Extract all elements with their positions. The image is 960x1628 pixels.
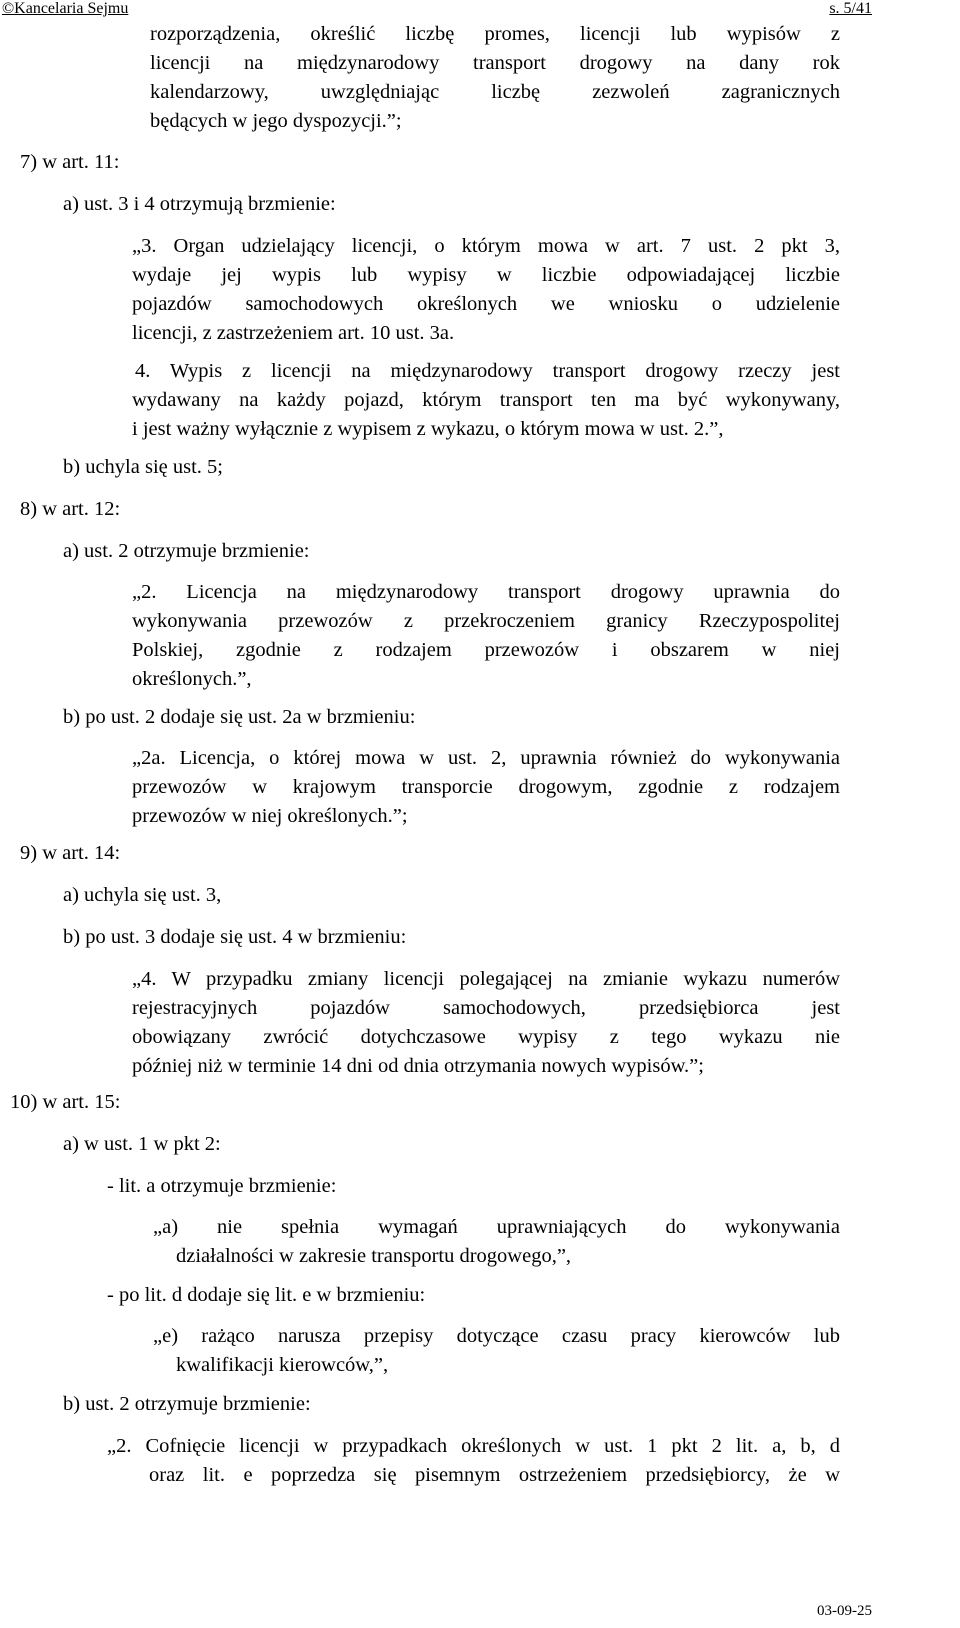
quote-lit-e	[153, 1324, 840, 1382]
text-line: „2a. Licencja, o której mowa w ust. 2, uprawnia również do wykonywania	[132, 747, 840, 769]
point-9-a: a) uchyla się ust. 3,	[63, 884, 222, 906]
text-line: wydawany na każdy pojazd, którym transport ten ma być wykonywany,	[132, 389, 840, 411]
point-9-b: b) po ust. 3 dodaje się ust. 4 w brzmieniu:	[63, 926, 407, 948]
point-7-b: b) uchyla się ust. 5;	[63, 456, 223, 478]
text-line: „4. W przypadku zmiany licencji polegającej na zmianie wykazu numerów	[132, 968, 840, 990]
point-10-a: a) w ust. 1 w pkt 2:	[63, 1133, 221, 1155]
footer-date: 03-09-25	[817, 1603, 872, 1619]
quote-art12-ust-2	[132, 580, 840, 696]
text-line: licencji, z zastrzeżeniem art. 10 ust. 3a.	[132, 322, 455, 344]
lit-d-instruction: - po lit. d dodaje się lit. e w brzmieniu:	[107, 1284, 426, 1306]
quote-lit-a	[153, 1215, 840, 1273]
top-paragraph	[150, 22, 840, 138]
text-line: określonych.”,	[132, 668, 252, 690]
quote-ust-4	[132, 359, 840, 446]
quote-art14-ust-4	[132, 967, 840, 1083]
quote-art15-ust-2	[107, 1434, 840, 1492]
text-line: i jest ważny wyłącznie z wypisem z wykazu, o którym mowa w ust. 2.”,	[132, 418, 724, 440]
text-line: kwalifikacji kierowców,”,	[176, 1354, 389, 1376]
text-line: „a) nie spełnia wymagań uprawniających do wykonywania	[153, 1216, 840, 1238]
text-line: przewozów w krajowym transporcie drogowym, zgodnie z rodzajem	[132, 776, 840, 798]
text-line: przewozów w niej określonych.”;	[132, 805, 408, 827]
quote-art12-ust-2a	[132, 746, 840, 833]
text-line: „e) rażąco narusza przepisy dotyczące czasu pracy kierowców lub	[153, 1325, 840, 1347]
point-10-b: b) ust. 2 otrzymuje brzmienie:	[63, 1393, 311, 1415]
text-line: kalendarzowy, uwzględniając liczbę zezwoleń zagranicznych	[150, 81, 840, 103]
text-line: pojazdów samochodowych określonych we wniosku o udzielenie	[132, 293, 840, 315]
quote-ust-3	[132, 234, 840, 350]
point-7-label: 7) w art. 11:	[20, 151, 120, 173]
lit-a-instruction: - lit. a otrzymuje brzmienie:	[107, 1175, 337, 1197]
text-line: oraz lit. e poprzedza się pisemnym ostrzeżeniem przedsiębiorcy, że w	[149, 1464, 840, 1486]
point-8-label: 8) w art. 12:	[20, 498, 121, 520]
point-8-a: a) ust. 2 otrzymuje brzmienie:	[63, 540, 310, 562]
text-line: wydaje jej wypis lub wypisy w liczbie odpowiadającej liczbie	[132, 264, 840, 286]
text-line: „2. Licencja na międzynarodowy transport drogowy uprawnia do	[132, 581, 840, 603]
text-line: działalności w zakresie transportu drogowego,”,	[176, 1245, 572, 1267]
text-line: wykonywania przewozów z przekroczeniem granicy Rzeczypospolitej	[132, 610, 840, 632]
text-line: licencji na międzynarodowy transport drogowy na dany rok	[150, 52, 840, 74]
text-line: rozporządzenia, określić liczbę promes, licencji lub wypisów z	[150, 23, 840, 45]
text-line: Polskiej, zgodnie z rodzajem przewozów i obszarem w niej	[132, 639, 840, 661]
point-9-label: 9) w art. 14:	[20, 842, 121, 864]
text-line: 4. Wypis z licencji na międzynarodowy transport drogowy rzeczy jest	[135, 360, 840, 382]
text-line: „2. Cofnięcie licencji w przypadkach określonych w ust. 1 pkt 2 lit. a, b, d	[107, 1435, 840, 1457]
point-10-label: 10) w art. 15:	[10, 1091, 121, 1113]
header-source-link[interactable]	[2, 0, 128, 18]
text-line: później niż w terminie 14 dni od dnia otrzymania nowych wypisów.”;	[132, 1055, 704, 1077]
page-number-link[interactable]: s. 5/41	[829, 0, 872, 17]
point-7-a: a) ust. 3 i 4 otrzymują brzmienie:	[63, 193, 336, 215]
text-line: rejestracyjnych pojazdów samochodowych, przedsiębiorca jest	[132, 997, 840, 1019]
text-line: będących w jego dyspozycji.”;	[150, 110, 402, 132]
text-line: obowiązany zwrócić dotychczasowe wypisy z tego wykazu nie	[132, 1026, 840, 1048]
text-line: „3. Organ udzielający licencji, o którym mowa w art. 7 ust. 2 pkt 3,	[132, 235, 840, 257]
header-page-number[interactable]	[829, 0, 872, 18]
kancelaria-link[interactable]: ©Kancelaria Sejmu	[2, 0, 129, 17]
point-8-b: b) po ust. 2 dodaje się ust. 2a w brzmieniu:	[63, 706, 416, 728]
